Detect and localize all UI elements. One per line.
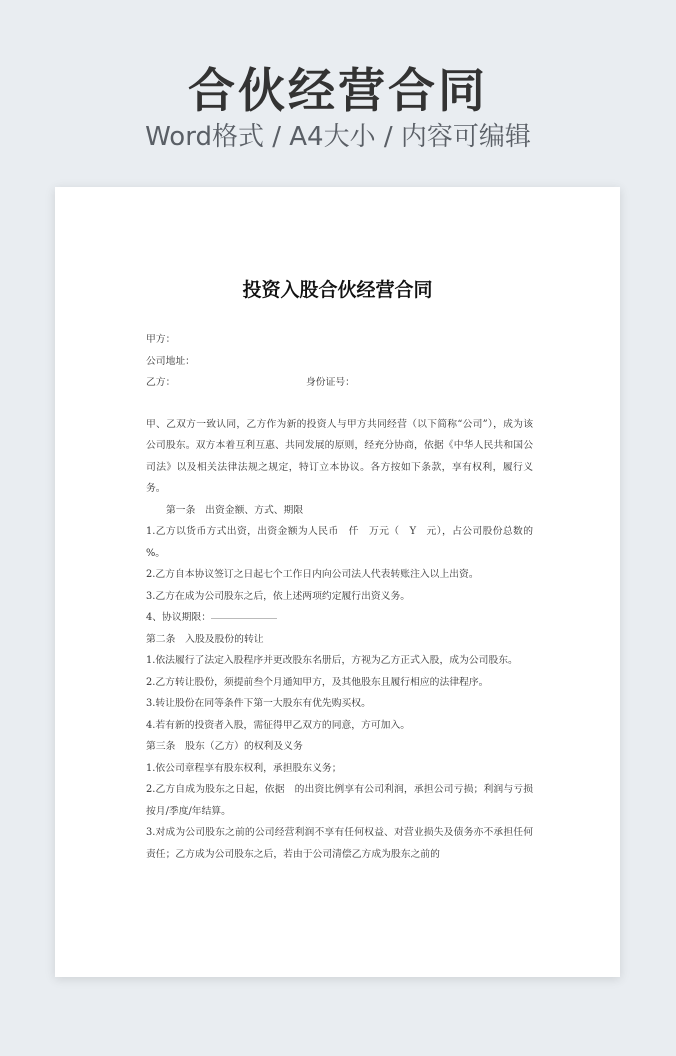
id-number-label: 身份证号： (306, 377, 355, 388)
company-address-label: 公司地址： (146, 355, 195, 367)
clause-3-1: 1.依公司章程享有股东权利，承担股东义务； (146, 762, 342, 774)
document-body (146, 329, 543, 865)
clause-1-1: 1.乙方以货币方式出资，出资金额为人民币 仟 万元（ Y 元），占公司股份总数的 %。 (146, 526, 543, 559)
document-page (55, 187, 620, 977)
clause-1-2: 2.乙方自本协议签订之日起七个工作日内向公司法人代表转账注入以上出资。 (146, 569, 479, 580)
spacer (146, 394, 533, 414)
party-b-line (146, 372, 533, 394)
preamble-paragraph: 甲、乙双方一致认同，乙方作为新的投资人与甲方共同经营（以下简称“公司”），成为该公司股东。双方本着互利互惠、共同发展的原则，经充分协商，依据《中华人民共和国公司法》以及相关法律法规之规定，特订立本协议。各方按如下条款，享有权利，履行义务。 (146, 418, 533, 494)
article-3-heading: 第三条 股东（乙方）的权利及义务 (146, 741, 303, 752)
party-b-label: 乙方： (146, 377, 176, 388)
clause-3-2: 2.乙方自成为股东之日起，依据 的出资比例享有公司利润，承担公司亏损；利润与亏损按月/季度/年结算。 (146, 784, 533, 817)
clause-2-2: 2.乙方转让股份，须提前叁个月通知甲方，及其他股东且履行相应的法律程序。 (146, 676, 489, 688)
blank-underline (211, 617, 277, 619)
clause-3-3: 3.对成为公司股东之前的公司经营利润不享有任何权益、对营业损失及债务亦不承担任何责任；乙方成为公司股东之后，若由于公司清偿乙方成为股东之前的 (146, 827, 533, 860)
article-2-heading: 第二条 入股及股份的转让 (146, 633, 264, 645)
clause-2-3: 3.转让股份在同等条件下第一大股东有优先购买权。 (146, 698, 371, 709)
clause-2-4: 4.若有新的投资者入股，需征得甲乙双方的同意，方可加入。 (146, 719, 411, 731)
clause-1-3: 3.乙方在成为公司股东之后，依上述两项约定履行出资义务。 (146, 590, 411, 602)
article-1-heading: 第一条 出资金额、方式、期限 (166, 504, 304, 516)
party-a-label: 甲方： (146, 334, 176, 345)
clause-2-1: 1.依法履行了法定入股程序并更改股东名册后，方视为乙方正式入股，成为公司股东。 (146, 655, 518, 666)
hero-title: 合伙经营合同 (188, 64, 488, 119)
hero-subtitle: Word格式 / A4大小 / 内容可编辑 (145, 122, 531, 152)
document-title: 投资入股合伙经营合同 (242, 279, 433, 301)
clause-1-4-line (146, 607, 533, 629)
clause-1-4: 4、协议期限： (146, 612, 212, 623)
